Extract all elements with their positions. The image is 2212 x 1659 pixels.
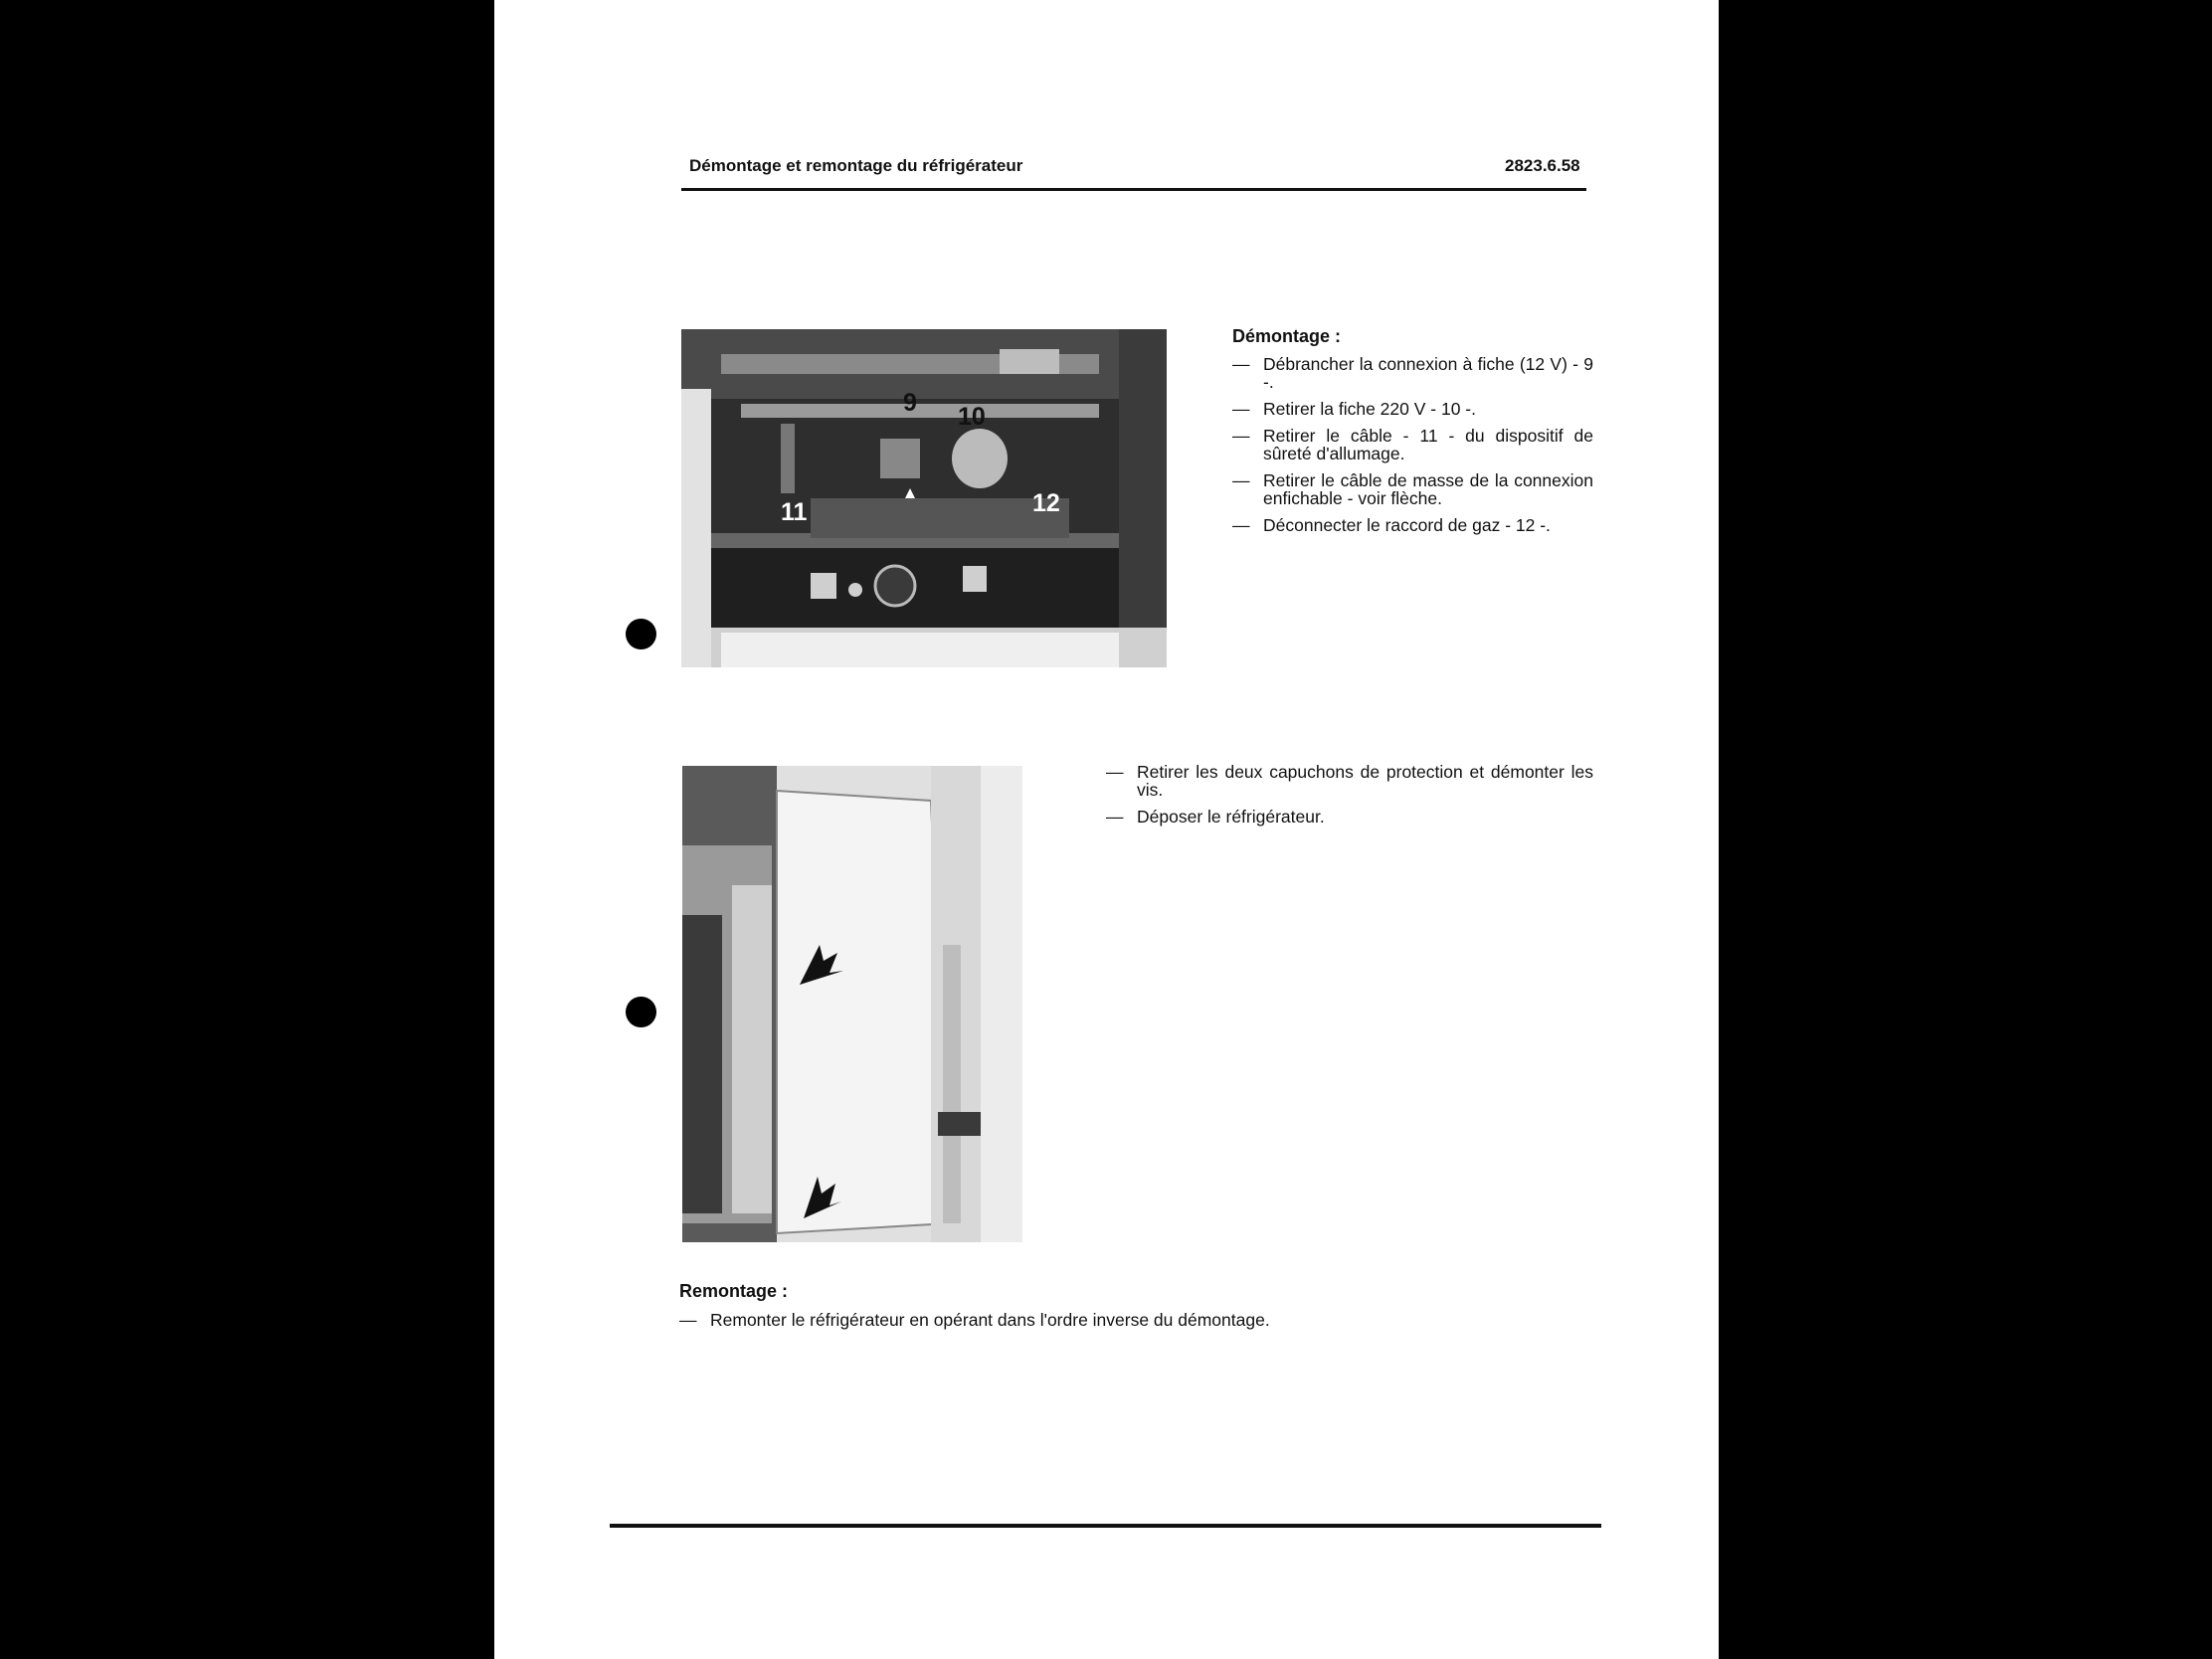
- list-item: — Retirer la fiche 220 V - 10 -.: [1232, 400, 1593, 418]
- demontage-steps: [1232, 355, 1593, 543]
- removal-steps: [1106, 763, 1593, 834]
- list-item: — Déconnecter le raccord de gaz - 12 -.: [1232, 516, 1593, 534]
- callout-12: 12: [1032, 489, 1060, 517]
- list-item: — Débrancher la connexion à fiche (12 V) - 9 -.: [1232, 355, 1593, 391]
- callout-11: 11: [781, 498, 808, 526]
- demontage-heading: Démontage :: [1232, 326, 1342, 346]
- photo-refrigerator-removal: [682, 766, 1022, 1242]
- footer-rule: [610, 1524, 1601, 1528]
- document-page: [494, 0, 1719, 1659]
- remontage-heading: Remontage :: [679, 1281, 789, 1301]
- list-item: — Remonter le réfrigérateur en opérant dans l'ordre inverse du démontage.: [679, 1311, 1435, 1329]
- callout-9: 9: [903, 389, 917, 417]
- remontage-steps: [679, 1311, 1435, 1338]
- list-item: — Retirer le câble de masse de la connexion enfichable - voir flèche.: [1232, 471, 1593, 507]
- list-item: — Déposer le réfrigérateur.: [1106, 808, 1593, 826]
- callout-10: 10: [958, 403, 986, 431]
- header-title: Démontage et remontage du réfrigérateur: [689, 156, 1023, 175]
- punch-hole-mark: [626, 997, 656, 1027]
- punch-hole-mark: [626, 619, 656, 649]
- list-item: — Retirer le câble - 11 - du dispositif de sûreté d'allumage.: [1232, 427, 1593, 462]
- header-rule: [681, 188, 1586, 191]
- list-item: — Retirer les deux capuchons de protection et démonter les vis.: [1106, 763, 1593, 799]
- header-doc-number: 2823.6.58: [1505, 156, 1580, 175]
- photo-refrigerator-connections: [681, 329, 1167, 667]
